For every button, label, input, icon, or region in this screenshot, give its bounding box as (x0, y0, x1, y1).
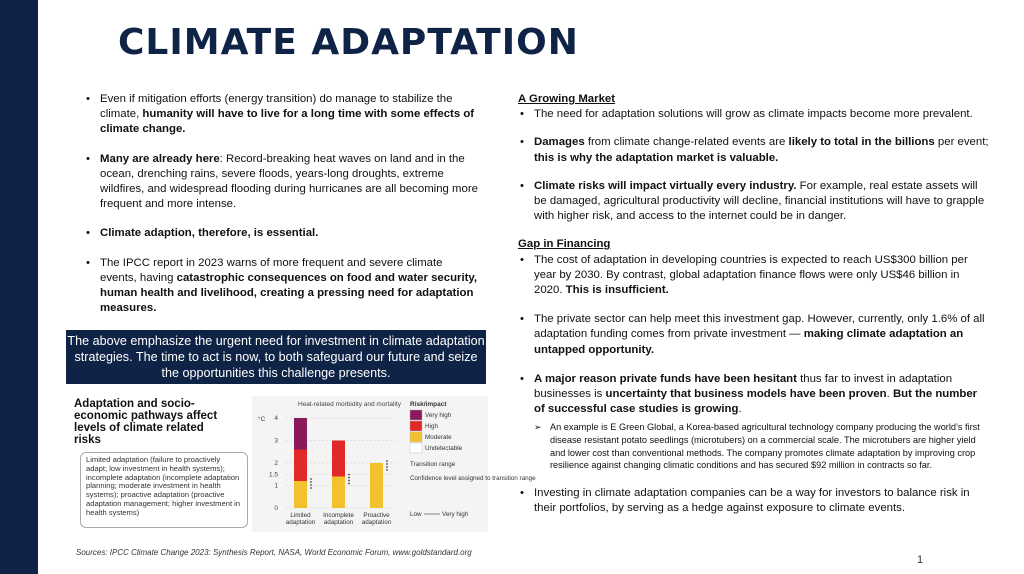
legend-swatch (410, 410, 422, 420)
y-axis-label: °C (258, 416, 266, 423)
left-bullet: • Climate adaption, therefore, is essential. (84, 226, 482, 241)
market-bullet: • Damages from climate change-related events are likely to total in the billions per event; this is why the adaptation market is valuable. (518, 135, 990, 165)
bar-segment (370, 463, 383, 508)
bar-segment (294, 481, 307, 508)
confidence-dot (310, 478, 312, 480)
legend-swatch (410, 421, 422, 431)
right-column (518, 92, 990, 530)
confidence-dot (386, 463, 388, 465)
x-category-label: Limited (290, 512, 311, 519)
market-heading: A Growing Market (518, 93, 616, 105)
investing-bullet: • Investing in climate adaptation companies can be a way for investors to balance risk in their portfolios, by serving as a hedge against exposure to climate events. (518, 486, 990, 516)
legend-swatch (410, 443, 422, 453)
confidence-dot (386, 469, 388, 471)
left-bullet: • Many are already here: Record-breaking heat waves on land and in the ocean, drenching rains, severe floods, years-long droughts, extreme wildfires, and widespread flooding during hurricanes are all becoming more frequent and more intense. (84, 152, 482, 213)
gap-bullet: • The private sector can help meet this investment gap. However, currently, only 1.6% of all adaptation funding comes from private investment — making climate adaptation an untapped opportunity. (518, 312, 990, 358)
left-bullet-list (84, 92, 482, 316)
sources-note: Sources: IPCC Climate Change 2023: Synthesis Report, NASA, World Economic Forum, www.goldstandard.org (76, 548, 472, 557)
x-category-label: Incomplete (323, 512, 354, 519)
left-accent-bar (0, 0, 38, 574)
legend-label: High (425, 423, 438, 430)
y-tick-label: 4 (274, 415, 278, 422)
gap-bullet: • The cost of adaptation in developing countries is expected to reach US$300 billion per year by 2030. By contrast, global adaptation finance flows were only US$46 billion in 2020. This is insufficient. (518, 253, 990, 299)
confidence-dot (386, 466, 388, 468)
extra-bullet-list (518, 421, 990, 516)
page-number: 1 (917, 554, 924, 566)
left-column (84, 92, 482, 330)
confidence-dot (348, 474, 350, 476)
bar-segment (332, 441, 345, 477)
confidence-dot (310, 481, 312, 483)
y-tick-label: 1.5 (268, 471, 278, 479)
confidence-dot (348, 483, 350, 485)
legend-label: Undetectable (425, 445, 463, 452)
figure-description: Limited adaptation (failure to proactively adapt; low investment in health systems); incomplete adaptation (incomplete adaptation planning; moderate investment in health systems); proactive adaptation (proactive adaptation management; higher investment in health systems) (80, 452, 248, 528)
gap-bullet: • A major reason private funds have been hesitant thus far to invest in adaptation businesses is uncertainty that business models have been proven. But the number of successful case studies is growing. (518, 372, 990, 418)
left-bullet: • Even if mitigation efforts (energy transition) do manage to stabilize the climate, humanity will have to live for a long time with some effects of climate change. (84, 92, 482, 138)
chart-title: Heat-related morbidity and mortality (298, 401, 401, 408)
example-sub-bullet: ➢ An example is E Green Global, a Korea-based agricultural technology company producing the world’s first disease resistant potato seedlings (microtubers) on a commercial scale. The microtubers are higher yield and lower cost than conventional methods. The company promotes climate adaptation by improving crop resilience against changing climatic conditions and has secured $92 million in contracts so far. (534, 421, 990, 471)
figure-title: Adaptation and socio-economic pathways affect levels of climate related risks (74, 398, 218, 446)
y-tick-label: 3 (274, 437, 278, 445)
legend-swatch (410, 432, 422, 442)
page-title: CLIMATE ADAPTATION (118, 22, 579, 63)
confidence-dot (310, 487, 312, 489)
confidence-high-label: Very high (442, 511, 469, 518)
market-bullet-list (518, 107, 990, 224)
confidence-dot (348, 480, 350, 482)
ipcc-figure (66, 392, 536, 534)
confidence-dot (386, 460, 388, 462)
market-bullet: • The need for adaptation solutions will grow as climate impacts become more prevalent. (518, 107, 990, 122)
transition-label: Transition range (410, 461, 456, 468)
legend-title: Risk/impact (410, 401, 447, 408)
confidence-label: Confidence level assigned to transition range (410, 475, 536, 482)
y-tick-label: 0 (274, 505, 278, 512)
bar-segment (332, 477, 345, 509)
x-category-label: adaptation (285, 519, 316, 526)
legend-label: Very high (425, 412, 452, 419)
risk-chart (252, 396, 536, 532)
x-category-label: adaptation (361, 519, 392, 526)
legend-label: Moderate (425, 434, 452, 441)
gap-heading: Gap in Financing (518, 238, 611, 251)
x-category-label: adaptation (323, 519, 354, 526)
y-tick-label: 1 (274, 482, 278, 490)
bar-segment (294, 418, 307, 450)
bar-segment (294, 450, 307, 482)
callout-box: The above emphasize the urgent need for investment in climate adaptation strategies. The time to act is now, to both safeguard our future and seize the opportunities this challenge presents. (66, 330, 486, 384)
confidence-dot (310, 484, 312, 486)
x-category-label: Proactive (363, 512, 390, 519)
market-bullet: • Climate risks will impact virtually every industry. For example, real estate assets will be damaged, agricultural productivity will decline, financial institutions will have to grapple with higher risk, and access to the internet could be in danger. (518, 179, 990, 225)
confidence-low-label: Low (410, 511, 422, 518)
confidence-dot (348, 477, 350, 479)
left-bullet: • The IPCC report in 2023 warns of more frequent and severe climate events, having catastrophic consequences on food and water security, human health and livelihood, creating a pressing need for adaptation measures. (84, 256, 482, 317)
y-tick-label: 2 (274, 460, 278, 467)
gap-bullet-list (518, 253, 990, 418)
